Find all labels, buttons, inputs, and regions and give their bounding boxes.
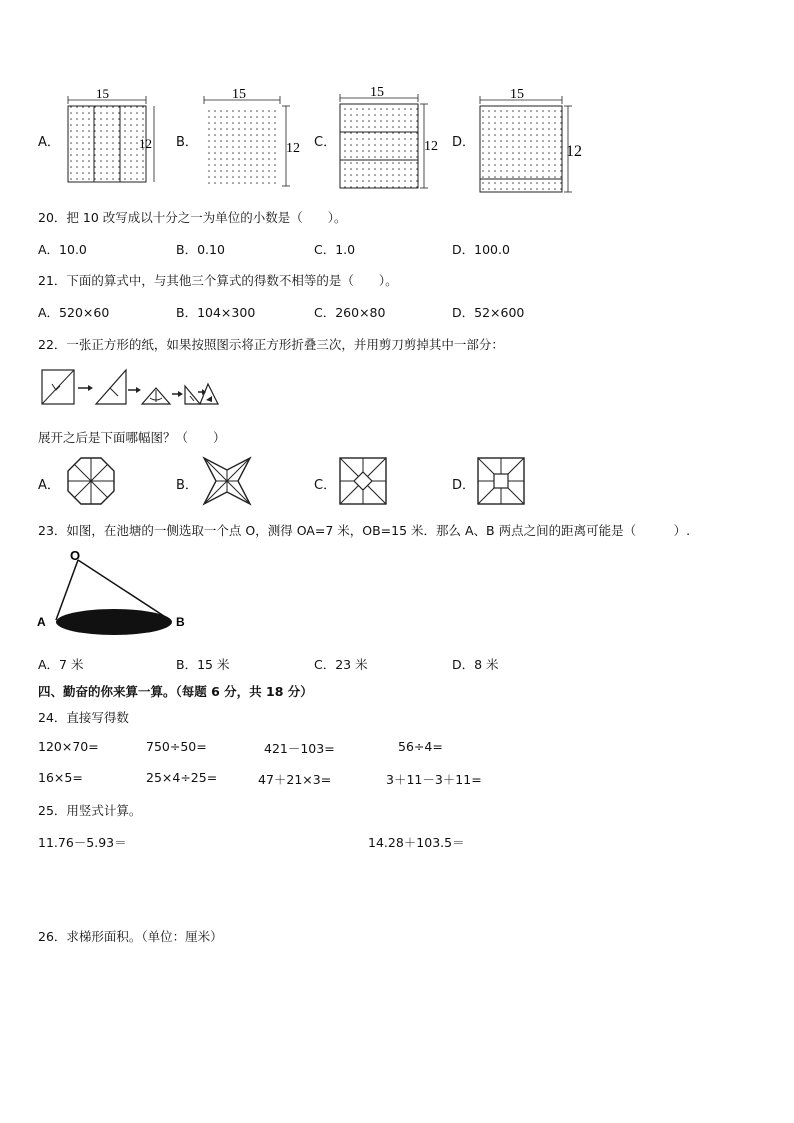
q19-b-height: 12	[286, 141, 300, 156]
q20-option-d[interactable]: D．100.0	[452, 242, 510, 257]
q22-option-a-label[interactable]: A．	[38, 478, 60, 493]
q22-option-d-label[interactable]: D．	[452, 478, 476, 493]
q19-c-width: 15	[370, 85, 384, 100]
q19-d-width: 15	[510, 87, 524, 102]
q24-item: 16×5=	[38, 770, 83, 785]
q24-item: 750÷50=	[146, 739, 207, 754]
q24-item: 56÷4=	[398, 739, 443, 754]
q19-d-height: 12	[566, 143, 582, 160]
q24-item: 120×70=	[38, 739, 99, 754]
q23-point-a: A	[37, 615, 46, 629]
q23-point-o: O	[70, 548, 81, 563]
q19-b-width: 15	[232, 87, 246, 102]
q21-stem: 21．下面的算式中，与其他三个算式的得数不相等的是（ ）。	[38, 273, 398, 288]
q19-c-height: 12	[424, 139, 438, 154]
q20-option-a[interactable]: A．10.0	[38, 242, 87, 257]
q21-option-d[interactable]: D．52×600	[452, 305, 525, 320]
q21-option-a[interactable]: A．520×60	[38, 305, 110, 320]
q23-option-a[interactable]: A．7 米	[38, 657, 84, 672]
q19-option-d-figure	[474, 84, 592, 194]
q19-a-height: 12	[139, 136, 152, 151]
q23-point-b: B	[176, 615, 185, 629]
q24-item: 3＋11－3＋11=	[386, 772, 482, 787]
q25-item-1: 11.76－5.93＝	[38, 835, 127, 850]
q23-option-d[interactable]: D．8 米	[452, 657, 499, 672]
q20-stem: 20．把 10 改写成以十分之一为单位的小数是（ ）。	[38, 210, 347, 225]
q21-option-b[interactable]: B．104×300	[176, 305, 256, 320]
q19-option-a-label: A．	[38, 135, 60, 150]
q24-stem: 24．直接写得数	[38, 710, 129, 725]
q22-folding-diagram	[40, 366, 220, 410]
q19-option-c-label: C．	[314, 135, 337, 150]
q24-item: 47＋21×3=	[258, 772, 332, 787]
q19-option-b-figure	[200, 84, 310, 190]
q19-option-b-label: B．	[176, 135, 198, 150]
q23-option-c[interactable]: C．23 米	[314, 657, 368, 672]
q22-question: 展开之后是下面哪幅图？（ ）	[38, 430, 226, 445]
q19-option-d-label: D．	[452, 135, 476, 150]
q23-stem: 23．如图，在池塘的一侧选取一个点 O，测得 OA=7 米，OB=15 米．那么 A、B 两点之间的距离可能是（ ）.	[38, 523, 691, 538]
q19-option-a-figure	[62, 86, 172, 186]
q23-pond-diagram	[34, 546, 204, 646]
q23-option-b[interactable]: B．15 米	[176, 657, 230, 672]
q25-item-2: 14.28＋103.5＝	[368, 835, 465, 850]
q24-item: 421－103=	[264, 741, 335, 756]
q24-item: 25×4÷25=	[146, 770, 218, 785]
q26-stem: 26．求梯形面积。（单位：厘米）	[38, 929, 223, 944]
q22-stem: 22．一张正方形的纸，如果按照图示将正方形折叠三次，并用剪刀剪掉其中一部分：	[38, 337, 504, 352]
q22-option-d-figure[interactable]	[476, 456, 526, 506]
q22-option-c-label[interactable]: C．	[314, 478, 337, 493]
q21-option-c[interactable]: C．260×80	[314, 305, 386, 320]
q22-option-b-figure[interactable]	[202, 456, 252, 506]
q20-option-c[interactable]: C．1.0	[314, 242, 356, 257]
q25-stem: 25．用竖式计算。	[38, 803, 142, 818]
q22-option-b-label[interactable]: B．	[176, 478, 198, 493]
section4-title: 四、勤奋的你来算一算。（每题 6 分，共 18 分）	[38, 684, 313, 699]
q20-option-b[interactable]: B．0.10	[176, 242, 225, 257]
q22-option-c-figure[interactable]	[338, 456, 388, 506]
q19-option-c-figure	[336, 82, 448, 190]
q19-a-width: 15	[96, 86, 109, 101]
q22-option-a-figure[interactable]	[66, 456, 116, 506]
